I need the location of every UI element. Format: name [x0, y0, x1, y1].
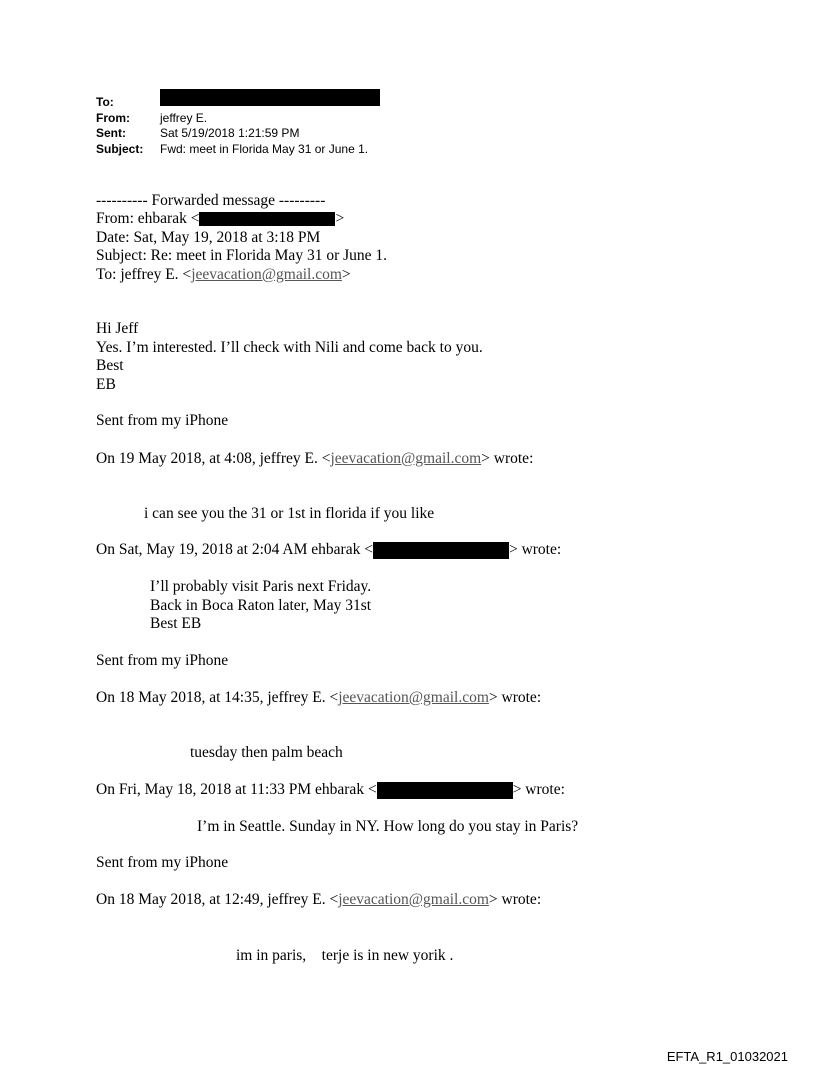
forward-to-suffix: > [341, 266, 351, 283]
attribution-suffix: > wrote: [508, 541, 562, 558]
header-from-row [96, 111, 380, 127]
sent-label: Sent: [96, 126, 126, 140]
forward-from-suffix: > [335, 210, 345, 227]
quote-attribution [96, 781, 565, 799]
forward-from-prefix: From: ehbarak < [96, 210, 200, 227]
quote-attribution [96, 450, 533, 468]
forward-subject: Subject: Re: meet in Florida May 31 or June 1. [96, 247, 388, 264]
quoted-text: i can see you the 31 or 1st in florida if you like [144, 505, 435, 522]
attribution-prefix: On Sat, May 19, 2018 at 2:04 AM ehbarak < [96, 541, 373, 558]
attribution-prefix: On 18 May 2018, at 14:35, jeffrey E. < [96, 689, 339, 706]
header-sent-row [96, 126, 380, 142]
quote-attribution [96, 689, 541, 707]
sent-value: Sat 5/19/2018 1:21:59 PM [160, 126, 300, 140]
attribution-prefix: On 19 May 2018, at 4:08, jeffrey E. < [96, 450, 331, 467]
email-link[interactable]: jeevacation@gmail.com [338, 891, 489, 908]
forward-to [96, 266, 351, 284]
forward-to-prefix: To: jeffrey E. < [96, 266, 192, 283]
email-link[interactable]: jeevacation@gmail.com [330, 450, 482, 467]
reply-signoff: EB [96, 376, 116, 393]
reply-closing: Best [96, 357, 124, 374]
forward-separator: ---------- Forwarded message --------- [96, 192, 326, 209]
document-id: EFTA_R1_01032021 [666, 1049, 788, 1064]
redaction-bar [160, 89, 380, 106]
email-header [96, 95, 380, 157]
attribution-suffix: > wrote: [481, 450, 534, 467]
subject-label: Subject: [96, 141, 144, 156]
quoted-text: I’m in Seattle. Sunday in NY. How long do you stay in Paris? [197, 818, 579, 835]
quote-attribution [96, 891, 541, 909]
redaction-bar [373, 542, 509, 559]
attribution-suffix: > wrote: [488, 891, 542, 908]
mobile-signature: Sent from my iPhone [96, 412, 229, 429]
attribution-prefix: On 18 May 2018, at 12:49, jeffrey E. < [96, 891, 339, 908]
quoted-text: im in paris, terje is in new yorik . [236, 947, 454, 964]
quoted-text: tuesday then palm beach [190, 744, 343, 761]
to-label: To: [96, 95, 114, 109]
quote-attribution [96, 541, 561, 559]
attribution-prefix: On Fri, May 18, 2018 at 11:33 PM ehbarak < [96, 781, 377, 798]
email-link[interactable]: jeevacation@gmail.com [338, 689, 489, 706]
from-label: From: [96, 110, 130, 125]
subject-value: Fwd: meet in Florida May 31 or June 1. [160, 141, 369, 156]
forward-from [96, 210, 344, 228]
attribution-suffix: > wrote: [488, 689, 542, 706]
redaction-bar [377, 782, 513, 799]
email-link[interactable]: jeevacation@gmail.com [191, 266, 342, 283]
quoted-text: Back in Boca Raton later, May 31st [150, 597, 372, 614]
quoted-text: Best EB [150, 615, 202, 632]
header-subject-row [96, 142, 380, 158]
redaction-bar [199, 212, 335, 226]
quoted-text: I’ll probably visit Paris next Friday. [150, 578, 372, 595]
forward-date: Date: Sat, May 19, 2018 at 3:18 PM [96, 229, 321, 246]
reply-text: Yes. I’m interested. I’ll check with Nili and come back to you. [96, 339, 483, 356]
mobile-signature: Sent from my iPhone [96, 652, 229, 669]
header-to-row [96, 95, 380, 111]
from-value: jeffrey E. [160, 110, 208, 125]
greeting: Hi Jeff [96, 320, 139, 337]
attribution-suffix: > wrote: [512, 781, 565, 798]
mobile-signature: Sent from my iPhone [96, 854, 229, 871]
